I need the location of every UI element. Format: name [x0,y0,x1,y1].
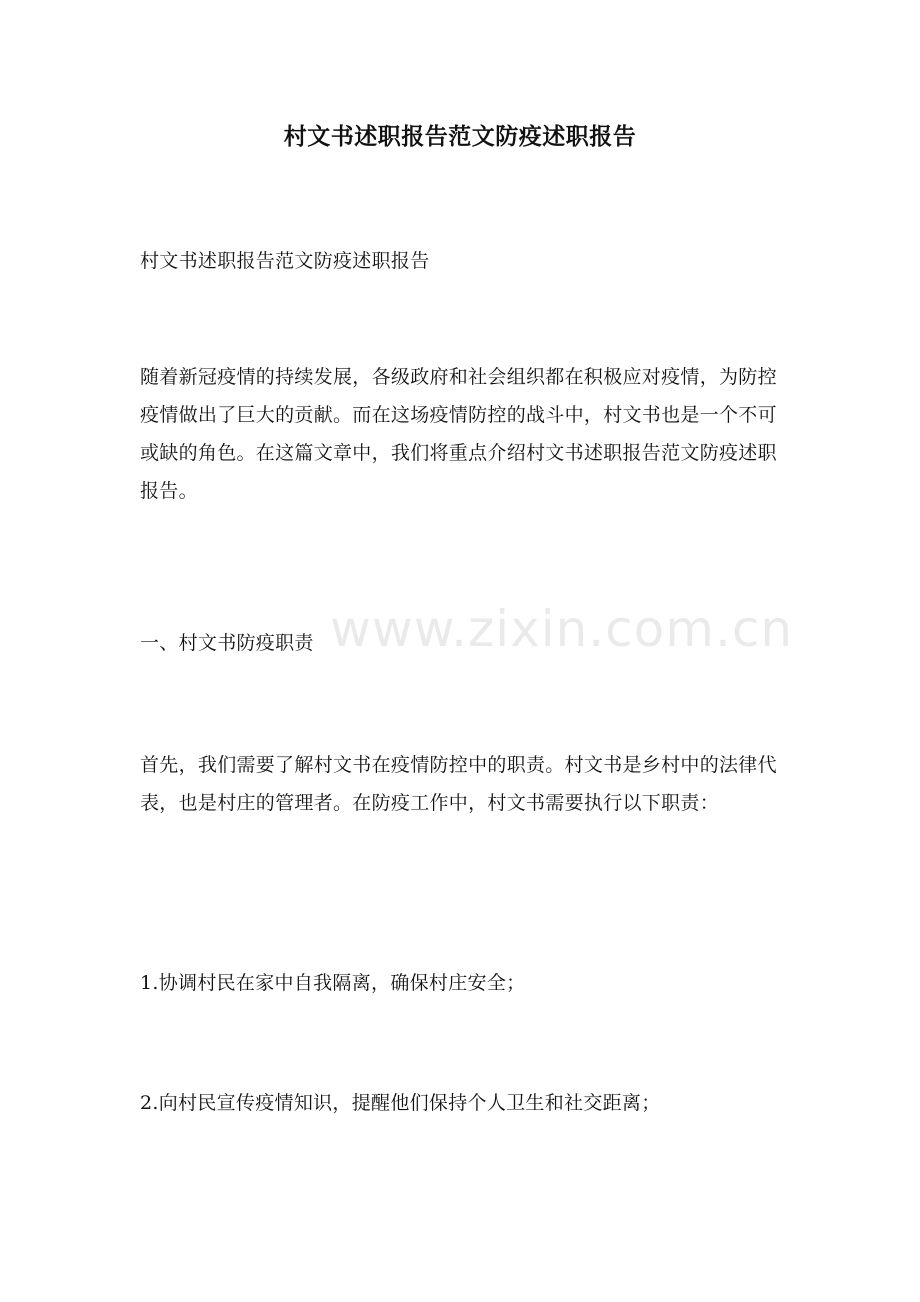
document-subtitle: 村文书述职报告范文防疫述职报告 [140,250,430,272]
document-title: 村文书述职报告范文防疫述职报告 [283,123,637,150]
intro-paragraph: 随着新冠疫情的持续发展，各级政府和社会组织都在积极应对疫情，为防控疫情做出了巨大的贡献。而在这场疫情防控的战斗中，村文书也是一个不可或缺的角色。在这篇文章中，我们将重点介绍村文书述职报告范文防疫述职报告。 [140,366,777,502]
watermark-text: www.zixin.com.cn [330,600,794,658]
section-body-paragraph: 首先，我们需要了解村文书在疫情防控中的职责。村文书是乡村中的法律代表，也是村庄的管理者。在防疫工作中，村文书需要执行以下职责： [140,754,777,814]
section-heading: 一、村文书防疫职责 [140,632,314,654]
list-item: 1.协调村民在家中自我隔离，确保村庄安全； [140,972,526,994]
list-item: 2.向村民宣传疫情知识，提醒他们保持个人卫生和社交距离； [140,1092,661,1114]
